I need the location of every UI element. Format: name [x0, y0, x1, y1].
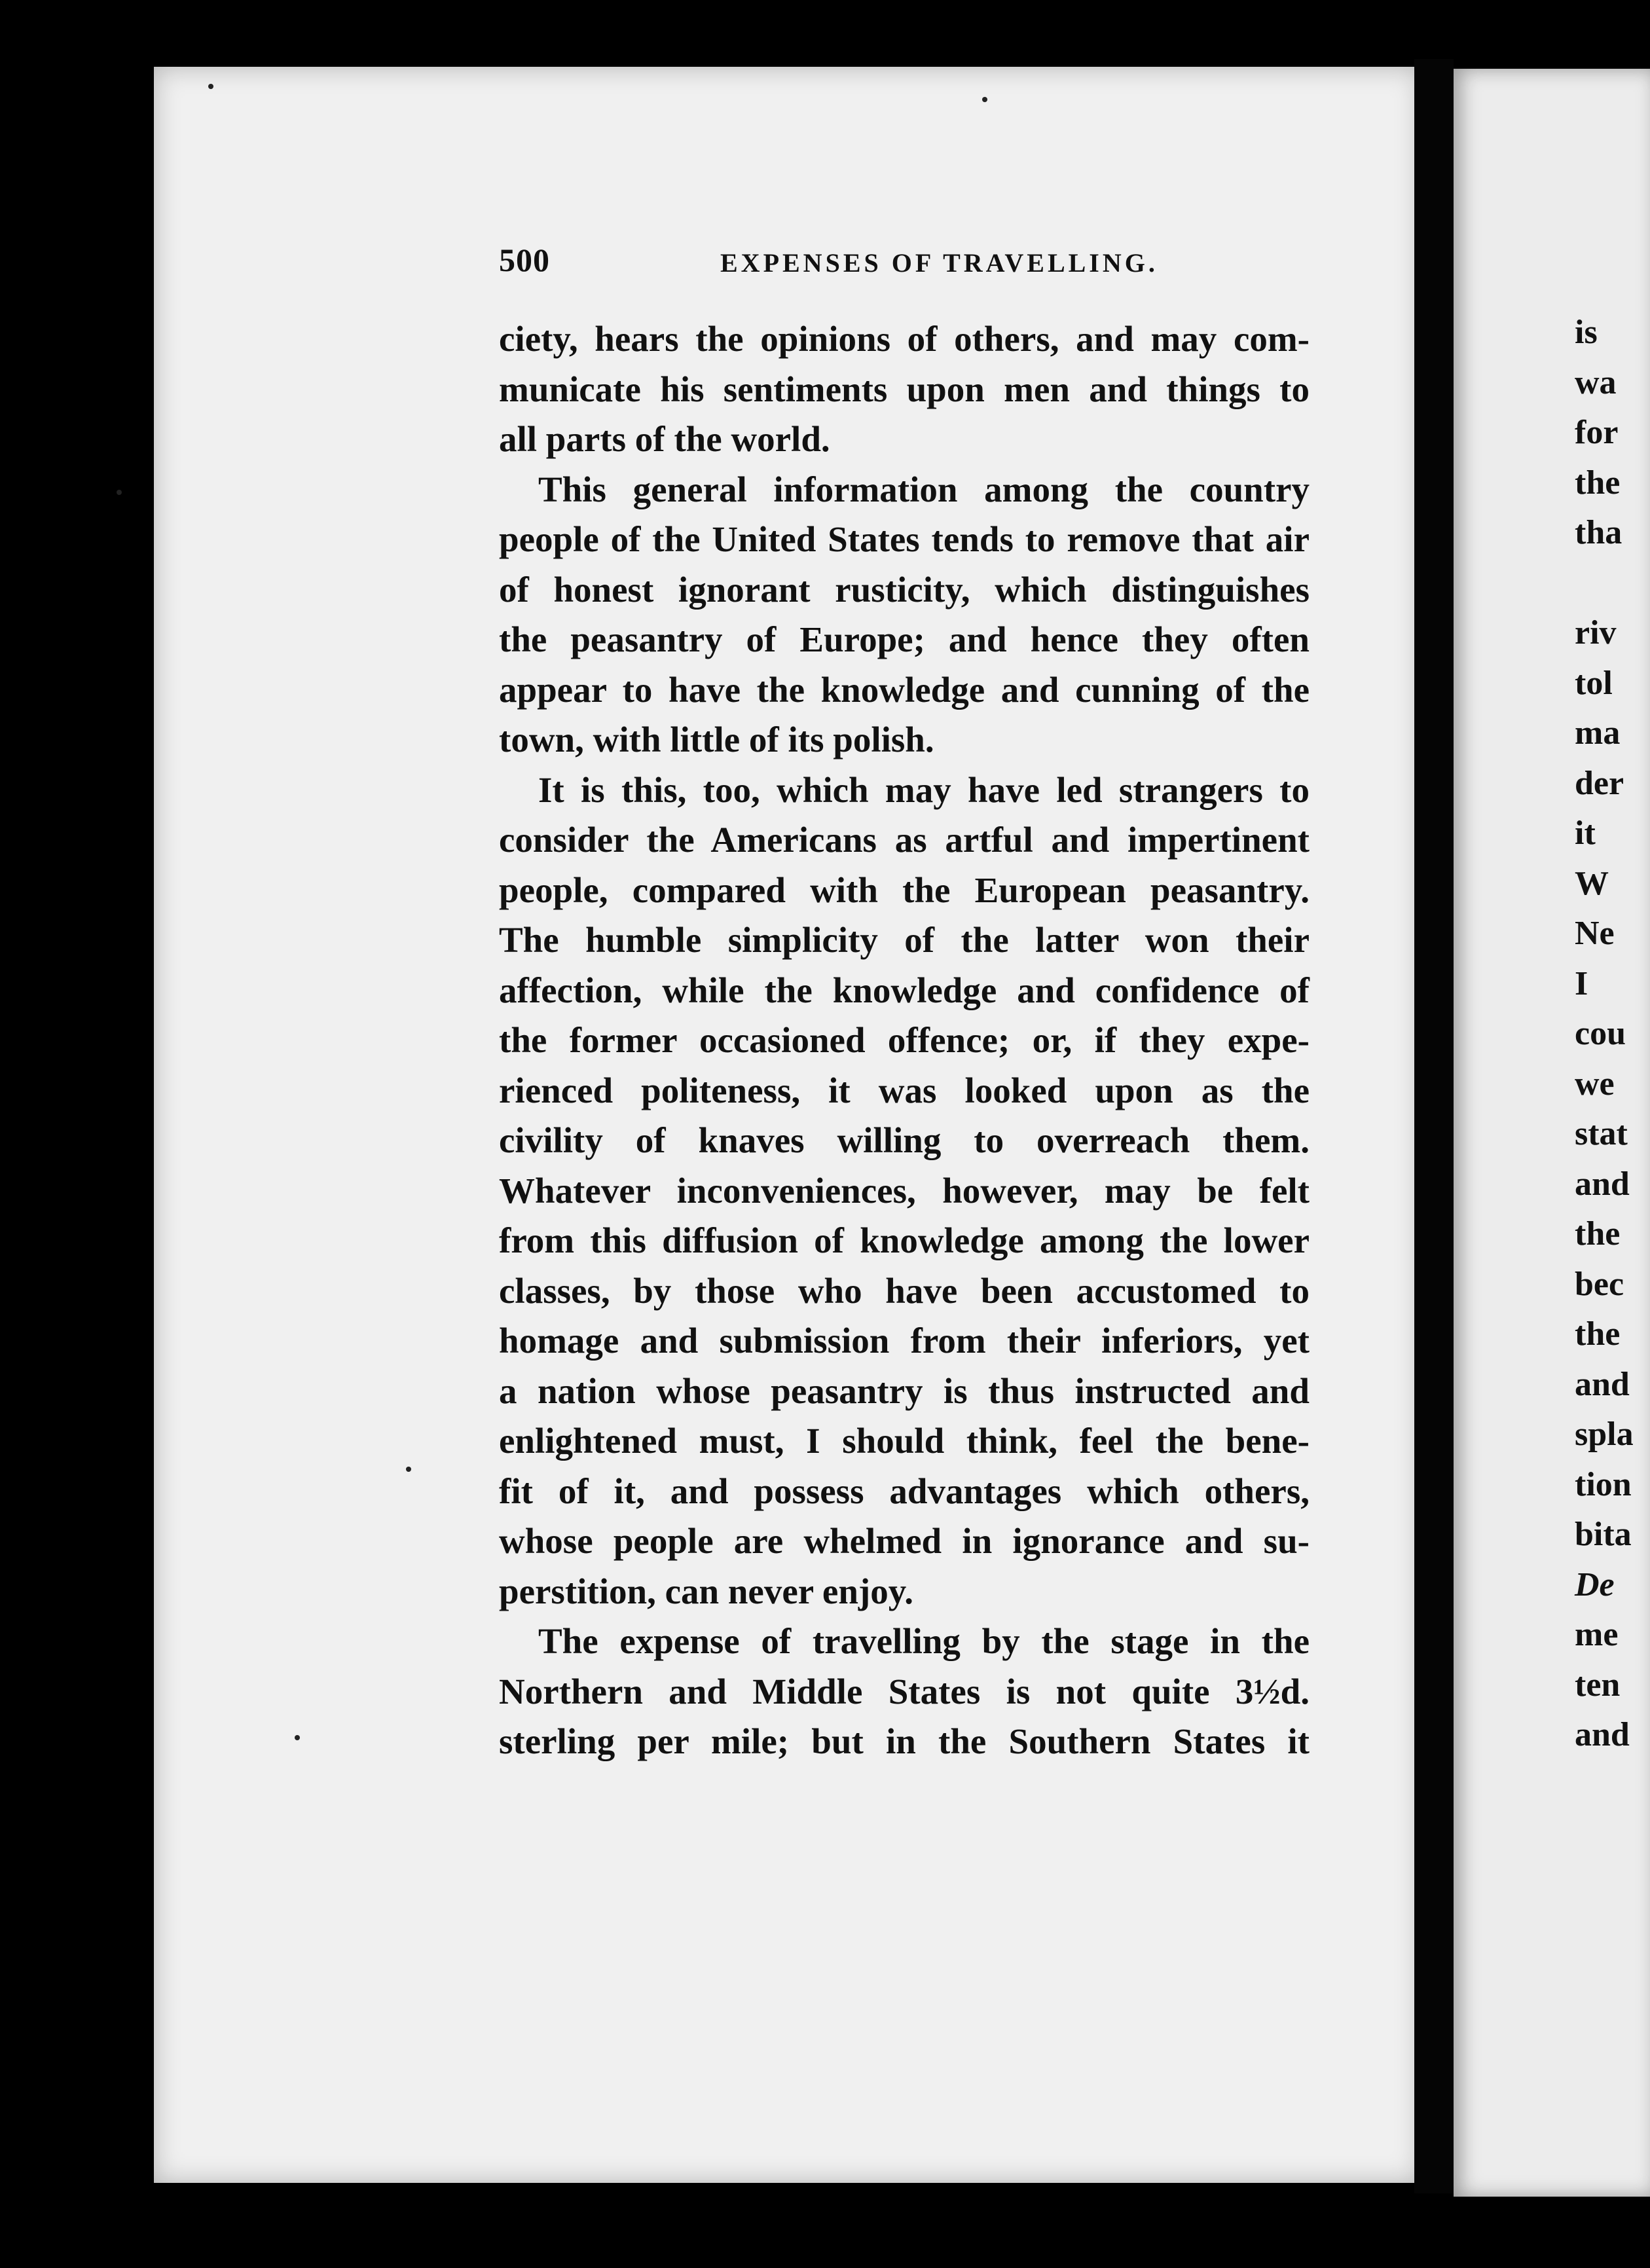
right-text-line: W — [1575, 864, 1609, 902]
speck — [406, 1467, 411, 1472]
speck — [117, 490, 122, 495]
text-line: a nation whose peasantry is thus instructed and — [499, 1370, 1310, 1411]
right-text-line: the — [1575, 1215, 1621, 1253]
text-line: people, compared with the European peasantry. — [499, 869, 1310, 910]
page-number: 500 — [499, 242, 550, 278]
right-text-line: stat — [1575, 1115, 1628, 1152]
right-text-line: ten — [1575, 1666, 1621, 1704]
text-line: the peasantry of Europe; and hence they often — [499, 619, 1310, 659]
text-line: the former occasioned offence; or, if they expe- — [499, 1020, 1310, 1060]
right-text-line: and — [1575, 1165, 1630, 1203]
text-line: The expense of travelling by the stage in the — [538, 1621, 1310, 1661]
text-line: people of the United States tends to remove that air — [499, 519, 1310, 559]
text-line: Northern and Middle States is not quite 3½d. — [499, 1671, 1310, 1711]
text-line: affection, while the knowledge and confidence of — [499, 970, 1310, 1010]
right-text-line — [1575, 558, 1640, 609]
text-line: rienced politeness, it was looked upon as the — [499, 1070, 1310, 1110]
right-text-line: cou — [1575, 1015, 1626, 1052]
text-line: municate his sentiments upon men and things to — [499, 369, 1310, 409]
body-text — [499, 314, 1310, 1767]
text-line: appear to have the knowledge and cunning of the — [499, 669, 1310, 710]
text-line: of honest ignorant rusticity, which distinguishes — [499, 569, 1310, 610]
right-text-line: De — [1575, 1565, 1615, 1603]
text-line: perstition, can never enjoy. — [499, 1571, 913, 1611]
right-text-line: me — [1575, 1616, 1619, 1653]
right-text-line: we — [1575, 1065, 1615, 1103]
right-text-line: it — [1575, 814, 1596, 852]
text-line: whose people are whelmed in ignorance and su- — [499, 1521, 1310, 1561]
speck — [982, 97, 987, 102]
text-line: civility of knaves willing to overreach them. — [499, 1120, 1310, 1160]
right-text-line: and — [1575, 1716, 1630, 1753]
right-text-line: bita — [1575, 1516, 1632, 1553]
text-line: consider the Americans as artful and impertinent — [499, 820, 1310, 860]
speck — [208, 84, 213, 89]
right-text-line: spla — [1575, 1416, 1634, 1453]
running-head: EXPENSES OF TRAVELLING. — [720, 248, 1158, 278]
speck — [295, 1735, 300, 1740]
text-line: homage and submission from their inferiors, yet — [499, 1321, 1310, 1361]
text-line: This general information among the country — [538, 469, 1310, 509]
text-line: It is this, too, which may have led strangers to — [538, 769, 1310, 810]
text-line: sterling per mile; but in the Southern States it — [499, 1721, 1310, 1761]
page-header — [499, 241, 1317, 280]
right-text-line: tol — [1575, 664, 1613, 702]
text-line: town, with little of its polish. — [499, 720, 934, 759]
right-text-line: I — [1575, 964, 1588, 1002]
text-line: classes, by those who have been accustomed to — [499, 1270, 1310, 1311]
page-gutter — [1414, 59, 1454, 2193]
right-text-line: for — [1575, 414, 1619, 451]
right-text-line: and — [1575, 1365, 1630, 1403]
right-text-line: the — [1575, 1315, 1621, 1353]
right-text-line: riv — [1575, 614, 1617, 651]
text-line: ciety, hears the opinions of others, and may com- — [499, 319, 1310, 359]
right-text-line: Ne — [1575, 915, 1615, 952]
text-line: fit of it, and possess advantages which others, — [499, 1471, 1310, 1511]
right-text-line: ma — [1575, 714, 1621, 752]
text-line: all parts of the world. — [499, 419, 830, 459]
right-text-line: tha — [1575, 514, 1622, 551]
text-line: from this diffusion of knowledge among the lower — [499, 1220, 1310, 1260]
right-text-line: is — [1575, 314, 1598, 351]
text-line: enlightened must, I should think, feel the bene- — [499, 1421, 1310, 1461]
right-text-line: wa — [1575, 363, 1617, 401]
right-text-line: the — [1575, 464, 1621, 502]
right-page-text — [1575, 308, 1640, 1761]
text-line: The humble simplicity of the latter won their — [499, 920, 1310, 960]
text-line: Whatever inconveniences, however, may be felt — [499, 1170, 1310, 1211]
right-text-line: der — [1575, 764, 1624, 802]
right-text-line: bec — [1575, 1265, 1624, 1303]
right-text-line: tion — [1575, 1465, 1632, 1503]
